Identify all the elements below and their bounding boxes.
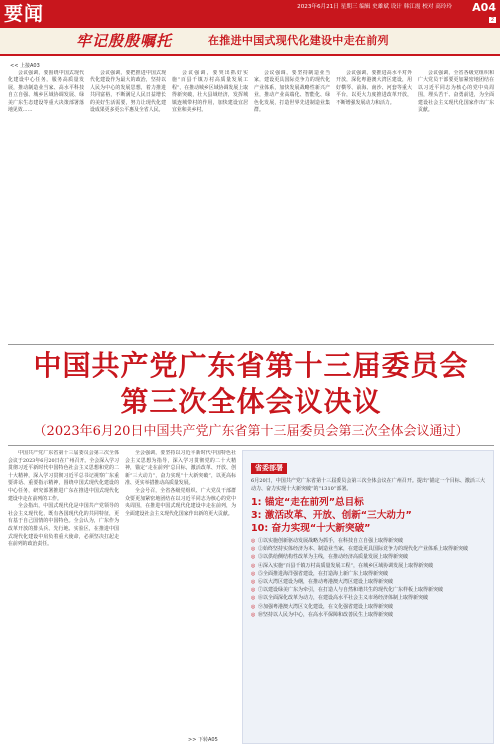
article-column xyxy=(8,70,84,342)
highlights-intro: 6月20日，中国共产党广东省第十三届委员会第三次全体会议在广州召开。提出“锚定一个目标、激活三大动力、奋力实现十大新突破”的“1310”部署。 xyxy=(251,478,485,492)
breakthrough-item: ◎ ④深入实施“百县千镇万村高质量发展工程”，在城乡区域协调发展上取得新突破 xyxy=(251,563,485,570)
headline-line-1: 中国共产党广东省第十三届委员会 xyxy=(33,349,469,382)
key-point: 3: 激活改革、开放、创新“三大动力” xyxy=(251,510,412,521)
page-number: A04 xyxy=(472,1,496,14)
key-point: 10: 奋力实现“十大新突破” xyxy=(251,523,371,534)
breakthrough-item: ◎ ⑦以建设绿美广东为牵引，在打造人与自然和谐共生的现代化广东样板上取得新突破 xyxy=(251,587,485,594)
breakthrough-item: ◎ ⑥以大湾区建设为纲，在推动粤港澳大湾区建设上取得新突破 xyxy=(251,579,485,586)
section-title: 要闻 xyxy=(4,3,45,25)
headline-subhead: （2023年6月20日中国共产党广东省第十三届委员会第三次全体会议通过） xyxy=(33,424,469,439)
resolution-paragraph: 全会强调，要坚持以习近平新时代中国特色社会主义思想为指导，深入学习贯彻党的二十大精神，锚定“走在前列”总目标，激活改革、开放、创新“三大动力”，奋力实现“十大新突破”，以更高标准、更实举措推动高质量发展。 xyxy=(125,450,236,487)
breakthrough-item: ◎ ⑤全面推进海洋强省建设，在打造海上新广东上取得新突破 xyxy=(251,571,485,578)
breakthrough-item: ◎ ⑩坚持以人民为中心，在高水平保障和改善民生上取得新突破 xyxy=(251,612,485,619)
top-article-columns xyxy=(8,70,494,342)
section-divider xyxy=(8,344,494,345)
main-headline xyxy=(8,348,494,420)
article-column xyxy=(418,70,494,342)
resolution-column xyxy=(8,450,119,730)
article-column xyxy=(90,70,166,342)
article-paragraph: 会议强调，要坚持制造业当家，建设更具国际竞争力的现代化产业体系，加快发展战略性新兴产业，推动产业高端化、智能化、绿色化发展，打造世界先进制造业集群。 xyxy=(254,70,330,114)
key-point: 1: 锚定“走在前列”总目标 xyxy=(251,497,364,508)
editor-tag xyxy=(489,16,496,24)
breakthrough-item: ◎ ⑨加强粤港澳大湾区文化建设，在文化强省建设上取得新突破 xyxy=(251,604,485,611)
breakthrough-item: ◎ ③以供给侧结构性改革为主线，在推动经济高质量发展上取得新突破 xyxy=(251,554,485,561)
theme-banner xyxy=(0,28,500,56)
breakthrough-item: ◎ ①以实施创新驱动发展战略为抓手，在科技自立自强上取得新突破 xyxy=(251,538,485,545)
article-paragraph: 会议强调，要推进高水平对外开放，深化粤港澳大湾区建设，用好横琴、前海、南沙、河套等重大平台，以更大力度推进改革开放，不断增强发展动力和活力。 xyxy=(336,70,412,106)
article-column xyxy=(254,70,330,342)
resolution-paragraph: 全会号召，全省各级党组织、广大党员干部群众要更加紧密地团结在以习近平同志为核心的党中央周围，在推进中国式现代化建设中走在前列，为全面建设社会主义现代化国家作出新的更大贡献。 xyxy=(125,487,236,517)
article-paragraph: 会议强调，要围绕中国式现代化建设中心任务，服务高质量发展，推动制造业当家、高水平科技自立自强、城乡区域协调发展、绿美广东生态建设等重大决策部署落地见效…… xyxy=(8,70,84,114)
resolution-paragraph: 中国共产党广东省第十三届委员会第三次全体会议于2023年6月20日在广州召开。全会深入学习贯彻习近平新时代中国特色社会主义思想和党的二十大精神，深入学习贯彻习近平总书记视察广东重要讲话、重要指示精神，围绕中国式现代化建设的中心任务，研究部署推进广东在推进中国式现代化建设中走在前列的工作。 xyxy=(8,450,119,502)
continued-to-label: >> 下转A05 xyxy=(188,737,218,743)
editor-tag-label: 2 xyxy=(490,17,494,23)
date-line: 2023年6月21日 星期三 编辑 史雄斌 设计 韩江霞 校对 高玲玲 xyxy=(297,4,452,10)
article-paragraph: 会议强调，要把推进中国式现代化建设作为最大的政治，坚持以人民为中心的发展思想，着力推进共同富裕，不断满足人民日益增长的美好生活需要，努力让现代化建设成果更多更公平惠及全省人民。 xyxy=(90,70,166,114)
breakthrough-list xyxy=(251,538,485,618)
resolution-column xyxy=(125,450,236,730)
banner-slogan-script: 牢记殷殷嘱托 xyxy=(76,32,173,50)
highlights-tab-label: 省委部署 xyxy=(251,463,287,474)
resolution-paragraph: 全会指出，中国式现代化是中国共产党领导的社会主义现代化，既有各国现代化的共同特征，更有基于自己国情的中国特色。全会认为，广东作为改革开放的排头兵、先行地、实验区，在推进中国式现代化建设中肩负着重大使命，必须坚决扛起走在前列的政治责任。 xyxy=(8,503,119,548)
headline-line-2: 第三次全体会议决议 xyxy=(120,385,382,418)
banner-slogan-text: 在推进中国式现代化建设中走在前列 xyxy=(208,34,389,47)
article-column xyxy=(172,70,248,342)
highlights-box xyxy=(242,450,494,744)
breakthrough-item: ◎ ②始终坚持实体经济为本、制造业当家，在建设更具国际竞争力的现代化产业体系上取得新突破 xyxy=(251,546,485,553)
article-paragraph: 会议强调，全省各级党组织和广大党员干部要更加紧密地团结在以习近平同志为核心的党中央周围，埋头苦干、奋勇前进，为全面建设社会主义现代化国家作出广东贡献。 xyxy=(418,70,494,114)
section-divider xyxy=(8,445,494,446)
continued-from-label: << 上接A03 xyxy=(10,63,40,69)
masthead xyxy=(0,0,500,56)
article-paragraph: 会议强调，要突出抓好实施“百县千镇万村高质量发展工程”，在推动城乡区域协调发展上取得新突破，壮大县域经济，发挥城镇连城带村的作用，加快建设宜居宜业和美乡村。 xyxy=(172,70,248,114)
resolution-body-columns xyxy=(8,450,236,730)
article-column xyxy=(336,70,412,342)
breakthrough-item: ◎ ⑧以全面深化改革为动力，在建设高水平社会主义市场经济体制上取得新突破 xyxy=(251,595,485,602)
